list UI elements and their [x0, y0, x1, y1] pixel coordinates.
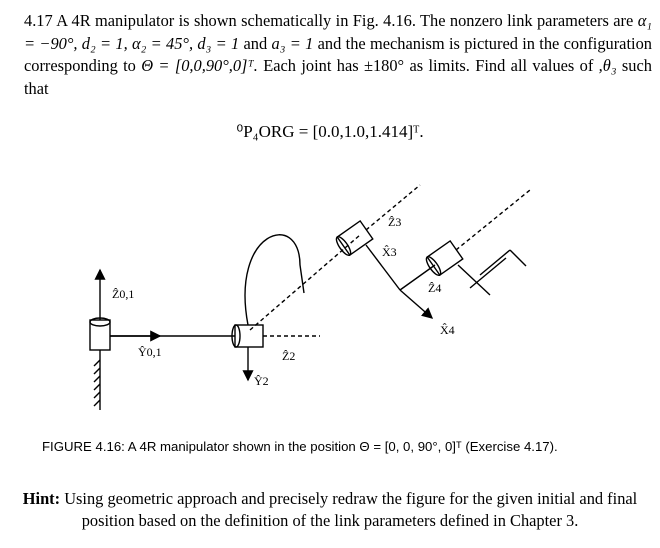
y2-label: Ŷ2	[254, 374, 269, 388]
gripper-base	[480, 250, 510, 275]
z4-label: Ẑ4	[428, 281, 442, 295]
hint-label: Hint:	[22, 489, 61, 508]
problem-number: 4.17	[24, 11, 53, 30]
gripper-finger-1	[510, 250, 526, 266]
target-position-equation: ⁰P₄ORG = [0.0,1.0,1.414]ᵀ.	[236, 122, 424, 141]
problem-line2: and the mechanism is pictured in the configuration corresponding to	[24, 33, 652, 75]
link-params: α₁ = −90°, d₂ = 1, α₂ = 45°, d₃ = 1	[24, 11, 652, 53]
caption-label: FIGURE 4.16:	[42, 439, 125, 454]
dashed-offset	[250, 235, 360, 330]
hint-text: Using geometric approach and precisely redraw the figure for the given initial and final position based on the definition of the link parameters defined in Chapter 3.	[64, 489, 638, 530]
y01-label: Ŷ0,1	[138, 345, 162, 359]
and-word: and	[243, 33, 268, 53]
limits-text: Each joint has ±180° as limits. Find all values of	[263, 56, 594, 75]
end-link	[458, 265, 490, 295]
gripper-finger-2	[470, 258, 506, 288]
problem-statement	[24, 10, 652, 100]
z01-label: Ẑ0,1	[112, 287, 135, 301]
figure-caption	[42, 438, 587, 455]
z4-axis	[456, 190, 530, 250]
theta-config: Θ = [0,0,90°,0]ᵀ.	[141, 56, 258, 75]
theta3-symbol: ,θ₃	[598, 56, 617, 75]
problem-line1: A 4R manipulator is shown schematically in Fig. 4.16. The nonzero link parameters are	[56, 11, 634, 30]
ground-hatch-icon	[94, 360, 100, 406]
caption-text: A 4R manipulator shown in the position Θ = [0, 0, 90°, 0]ᵀ (Exercise 4.17).	[127, 439, 558, 454]
z3-label: Ẑ3	[388, 215, 402, 229]
z2-label: Ẑ2	[282, 349, 296, 363]
x4-label: X̂4	[440, 323, 455, 337]
joint4-cylinder	[427, 241, 463, 275]
such-that: such that	[24, 56, 652, 98]
manipulator-figure	[60, 170, 620, 430]
arc-link	[245, 235, 304, 325]
hint	[4, 488, 656, 532]
a3-param: a₃ = 1	[271, 33, 314, 53]
x3-label: X̂3	[382, 245, 397, 259]
